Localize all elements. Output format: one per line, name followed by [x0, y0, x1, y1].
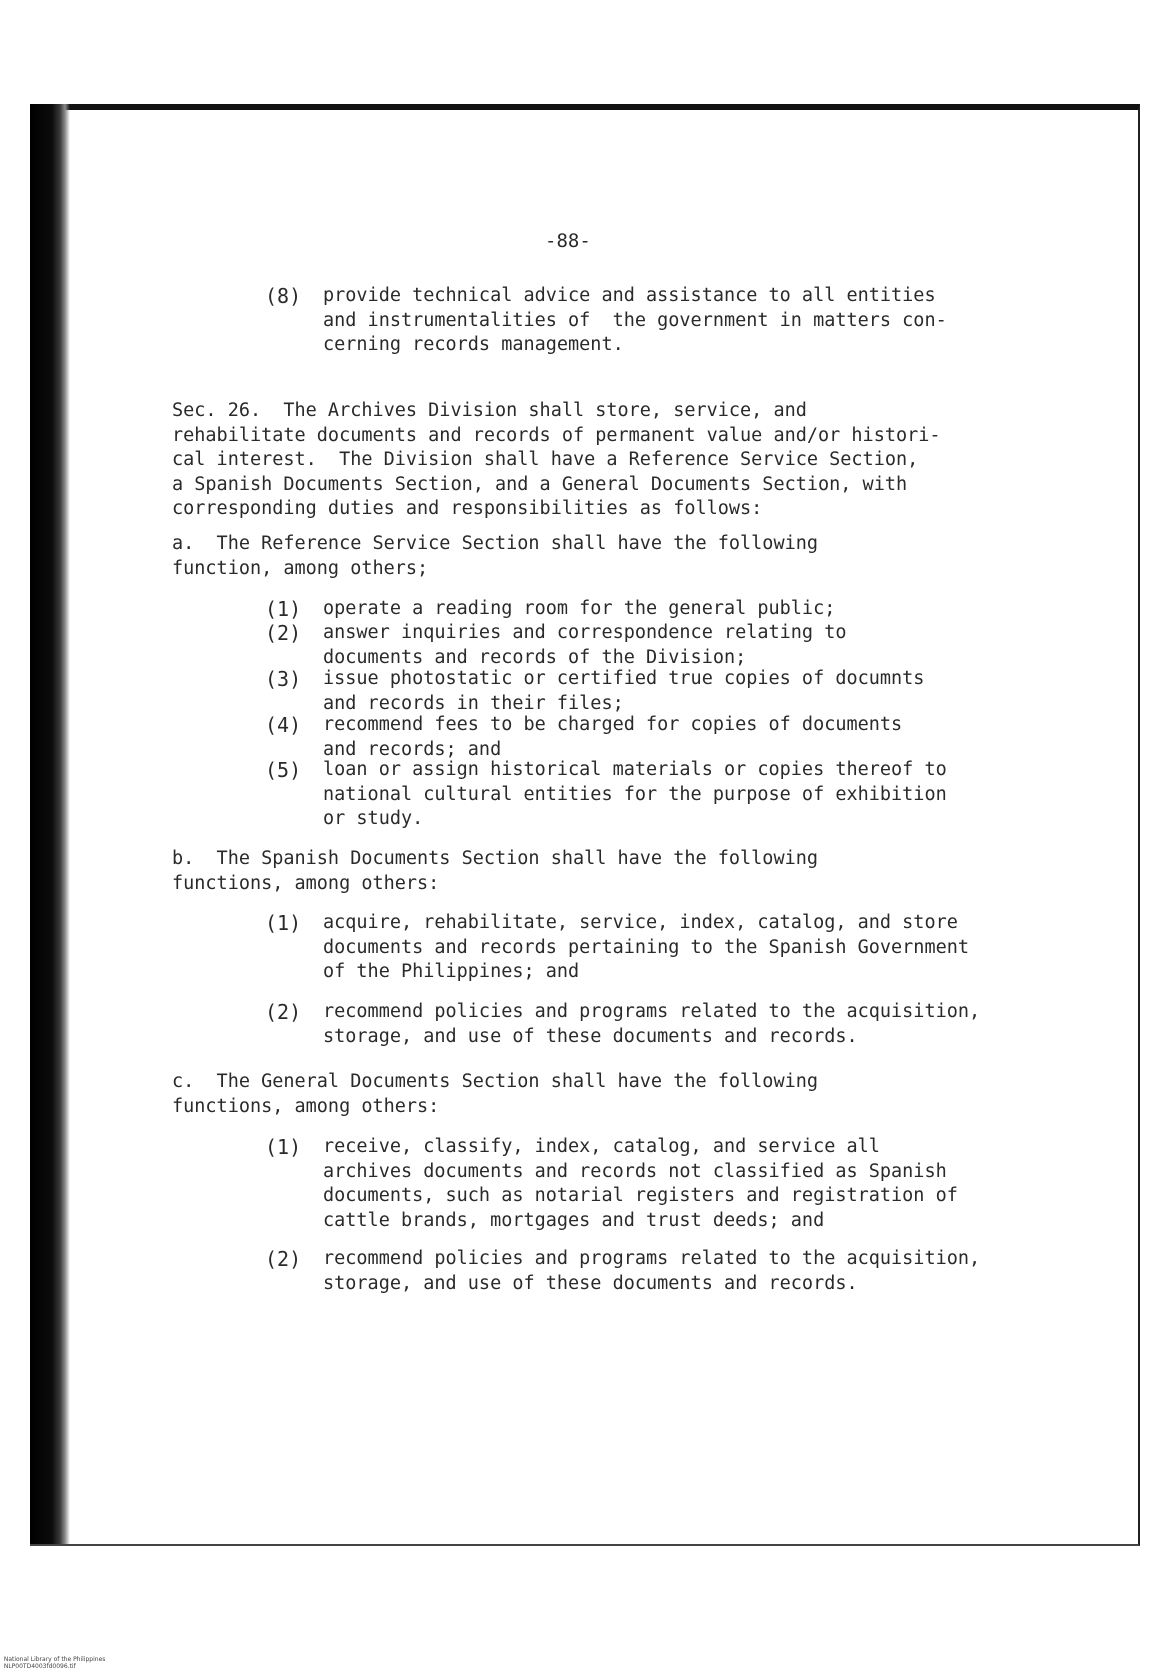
scan-footer [0, 1649, 127, 1670]
page-number: -88- [545, 230, 591, 252]
item-text: acquire, rehabilitate, service, index, catalog, and store documents and records pertaining to the Spanish Government of the Philippines; and [323, 912, 970, 982]
item-text: recommend policies and programs related to the acquisition, storage, and use of these documents and records. [323, 1001, 981, 1047]
list-item [265, 911, 969, 985]
binding-shadow [30, 104, 70, 1544]
list-item [265, 713, 902, 762]
list-item [265, 284, 947, 358]
item-text: recommend fees to be charged for copies of documents and records; and [323, 714, 903, 760]
list-item [265, 758, 947, 832]
list-item [265, 597, 835, 622]
item-text: recommend policies and programs related to the acquisition, storage, and use of these documents and records. [323, 1248, 981, 1294]
list-item [265, 621, 846, 670]
library-credit: National Library of the Philippines [3, 1656, 106, 1663]
scan-filename: NLP00TD4003fd0096.tif [3, 1663, 76, 1670]
item-number: (2) [265, 1247, 302, 1271]
item-text: loan or assign historical materials or copies thereof to national cultural entities for the purpose of exhibition or study. [323, 759, 947, 829]
item-number: (1) [265, 597, 302, 621]
item-text: answer inquiries and correspondence relating to documents and records of the Division; [323, 622, 847, 668]
item-number: (5) [265, 758, 302, 782]
item-number: (2) [265, 621, 302, 645]
list-item [265, 1000, 980, 1049]
item-number: (1) [265, 911, 302, 935]
list-item [265, 1135, 958, 1233]
item-text: operate a reading room for the general public; [323, 598, 836, 619]
section-26-paragraph: Sec. 26. The Archives Division shall store, service, and rehabilitate documents and records of permanent value and/or histori- cal interest. The Division shall have a Reference Service Section, a Spanish Documents Section, and a General Documents Section, with corresponding duties and responsibilities as follows: [172, 400, 941, 519]
item-text: provide technical advice and assistance to all entities and instrumentalities of the government in matters con- cerning records management. [323, 285, 947, 355]
item-number: (1) [265, 1135, 302, 1159]
item-number: (8) [265, 284, 302, 308]
list-item [265, 667, 924, 716]
section-c-intro: c. The General Documents Section shall have the following functions, among others: [172, 1071, 819, 1117]
item-text: receive, classify, index, catalog, and service all archives documents and records not classified as Spanish documents, such as notarial registers and registration of cattle brands, mortgages and trust deeds; and [323, 1136, 958, 1231]
item-number: (4) [265, 713, 302, 737]
section-b-intro: b. The Spanish Documents Section shall have the following functions, among others: [172, 848, 819, 894]
list-item [265, 1247, 980, 1296]
section-a-intro: a. The Reference Service Section shall have the following function, among others; [172, 533, 819, 579]
item-number: (2) [265, 1000, 302, 1024]
item-text: issue photostatic or certified true copies of documnts and records in their files; [323, 668, 925, 714]
item-number: (3) [265, 667, 302, 691]
